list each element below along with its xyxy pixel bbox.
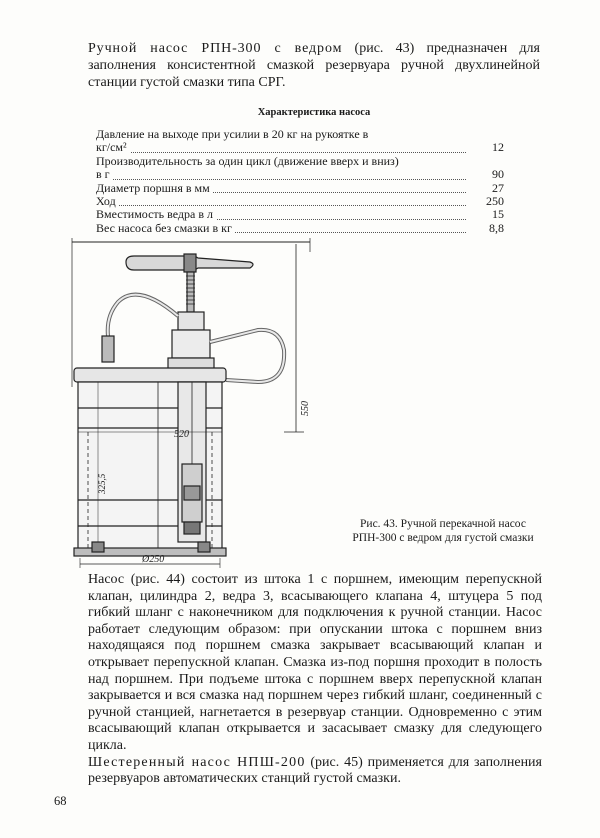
figure-caption: Рис. 43. Ручной перекачной насос РПН-300 с ведром для густой смазки [352,518,534,544]
spec-value: 8,8 [489,220,504,235]
spec-label: Диаметр поршня в мм [96,182,213,195]
spec-row [96,168,504,181]
spec-value: 27 [492,180,504,195]
spec-row [96,182,504,195]
spec-label: Ход [96,195,119,208]
spec-value: 12 [492,140,504,155]
gear-pump-name: Шестеренный насос НПШ-200 [88,754,306,770]
main-text [88,572,542,788]
pump-figure [58,232,340,570]
body-paragraph: Насос (рис. 44) состоит из штока 1 с поршнем, имеющим перепускной клапан, цилиндра 2, ведра 3, всасывающего клапана 4, штуцера 5 под гибкий шланг с наконечником для подключения к ручной станции. Насос работает следующим образом: при опускании штока с поршнем вниз находящаяся под поршнем смазка закрывает всасывающий клапан и открывает перепускной клапан. Смазка из-под поршня проходит в полость над поршнем. При подъеме штока с поршнем вверх перепускной клапан закрывается и вся смазка над поршнем через гибкий шланг, соединенный с ручной станцией, нагнетается в резервуар станции. Одновременно с этим всасывающий клапан открывается и засасывает смазку для следующего цикла. [88,572,542,753]
spec-label: кг/см² [96,141,130,154]
spec-value: 15 [492,207,504,222]
spec-label: Производительность за один цикл (движение вверх и вниз) [96,155,402,168]
spec-row [96,141,504,154]
spec-label: Вместимость ведра в л [96,208,216,221]
spec-label: в г [96,168,113,181]
spec-row [96,128,504,141]
page-number: 68 [54,794,67,808]
dim-diameter-label: Ø250 [142,554,165,565]
dim-inner-label: 325,5 [97,473,107,494]
leader-dots [96,179,466,180]
spec-heading: Характеристика насоса [257,107,371,118]
spec-row [96,195,504,208]
leader-dots [96,152,466,153]
gear-pump-text: (рис. 45) применяется для заполнения резервуаров автоматических станций густой смазки. [88,754,542,787]
intro-paragraph [88,40,540,92]
spec-row [96,155,504,168]
intro-text: (рис. 43) предназначен для заполнения консистентной смазкой резервуара ручной двухлинейной станции густой смазки типа СРГ. [88,41,540,91]
spec-value: 250 [486,193,504,208]
dim-height-label: 550 [300,401,311,416]
dim-width-label: 520 [174,429,189,440]
spec-label: Давление на выходе при усилии в 20 кг на рукоятке в [96,128,371,141]
spec-row [96,208,504,221]
spec-value: 90 [492,167,504,182]
leader-dots [96,205,466,206]
spec-label: Вес насоса без смазки в кг [96,222,235,235]
pump-name: Ручной насос РПН-300 с ведром [88,41,343,56]
spec-table [96,128,504,235]
